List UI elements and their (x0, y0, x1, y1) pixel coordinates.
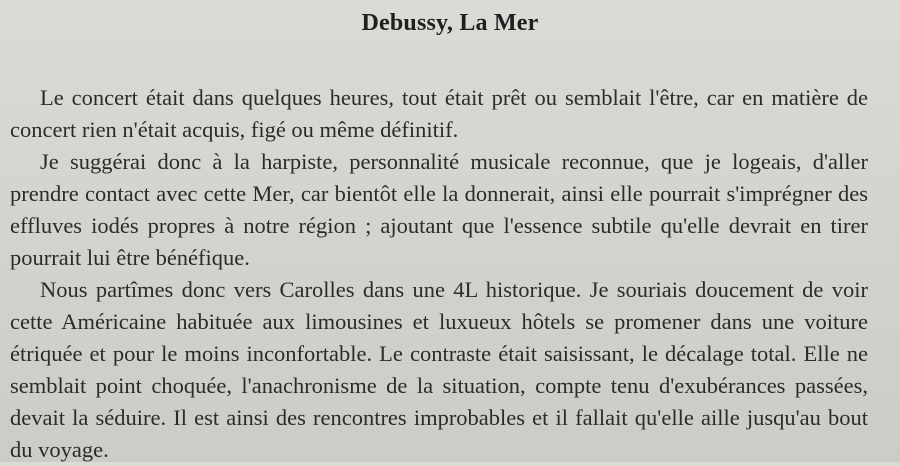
text-line: du voyage. (10, 437, 109, 462)
text-line: Le concert était dans quelques heures, tout était prêt ou semblait l'être, car en matière de (40, 85, 868, 110)
page-title: Debussy, La Mer (361, 10, 539, 36)
text-line: étriquée et pour le moins inconfortable. Le contraste était saisissant, le décalage total. Elle ne (10, 341, 868, 366)
text-line: Je suggérai donc à la harpiste, personnalité musicale reconnue, que je logeais, d'aller (40, 149, 868, 174)
body-text (10, 82, 868, 466)
text-line: cette Américaine habituée aux limousines et luxueux hôtels se promener dans une voiture (10, 309, 868, 334)
text-line: pourrait lui être bénéfique. (10, 245, 250, 270)
text-line: effluves iodés propres à notre région ; ajoutant que l'essence subtile qu'elle devrait en tirer (10, 213, 868, 238)
text-line: semblait point choquée, l'anachronisme de la situation, compte tenu d'exubérances passées, (10, 373, 868, 398)
text-line: concert rien n'était acquis, figé ou même définitif. (10, 117, 459, 142)
text-line: Nous partîmes donc vers Carolles dans une 4L historique. Je souriais doucement de voir (40, 277, 868, 302)
paragraph-3 (10, 274, 868, 466)
paragraph-2 (10, 146, 868, 274)
text-line: devait la séduire. Il est ainsi des rencontres improbables et il fallait qu'elle aille jusqu'au bout (10, 405, 868, 430)
paragraph-1 (10, 82, 868, 146)
text-line: prendre contact avec cette Mer, car bientôt elle la donnerait, ainsi elle pourrait s'imprégner des (10, 181, 868, 206)
